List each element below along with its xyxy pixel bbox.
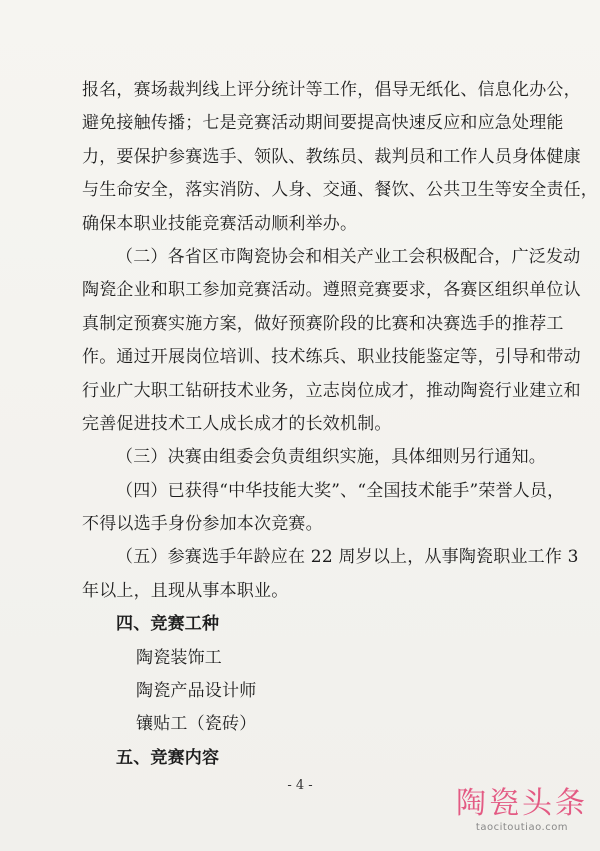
paragraph-start-line: （五）参赛选手年龄应在 22 周岁以上，从事陶瓷职业工作 3 (116, 547, 579, 568)
body-text-line: 不得以选手身份参加本次竞赛。 (82, 514, 323, 535)
watermark-url: taocitoutiao.com (475, 822, 569, 833)
competition-type-item: 陶瓷产品设计师 (136, 681, 257, 702)
competition-type-item: 镶贴工（瓷砖） (136, 714, 257, 735)
body-text-line: 避免接触传播；七是竞赛活动期间要提高快速反应和应急处理能 (82, 113, 564, 134)
section-heading: 四、竞赛工种 (116, 614, 220, 635)
body-text-line: 作。通过开展岗位培训、技术练兵、职业技能鉴定等，引导和带动 (82, 347, 581, 368)
watermark-title: 陶瓷头条 (456, 786, 588, 821)
section-heading: 五、竞赛内容 (116, 747, 220, 768)
paragraph-start-line: （二）各省区市陶瓷协会和相关产业工会积极配合，广泛发动 (116, 246, 581, 267)
body-text-line: 确保本职业技能竞赛活动顺利举办。 (82, 213, 358, 234)
body-text-line: 力，要保护参赛选手、领队、教练员、裁判员和工作人员身体健康 (82, 146, 581, 167)
paragraph-start-line: （三）决赛由组委会负责组织实施，具体细则另行通知。 (116, 447, 546, 468)
body-text-line: 行业广大职工钻研技术业务，立志岗位成才，推动陶瓷行业建立和 (82, 380, 581, 401)
watermark-logo (456, 778, 588, 833)
competition-type-item: 陶瓷装饰工 (136, 647, 222, 668)
body-text-line: 完善促进技术工人成长成才的长效机制。 (82, 413, 392, 434)
body-text-line: 年以上，且现从事本职业。 (82, 580, 289, 601)
body-text-line: 报名，赛场裁判线上评分统计等工作，倡导无纸化、信息化办公， (82, 80, 581, 100)
body-text-line: 真制定预赛实施方案，做好预赛阶段的比赛和决赛选手的推荐工 (82, 313, 564, 334)
body-text-line: 与生命安全，落实消防、人身、交通、餐饮、公共卫生等安全责任， (82, 180, 598, 201)
document-body (82, 74, 598, 775)
body-text-line: 陶瓷企业和职工参加竞赛活动。遵照竞赛要求，各赛区组织单位认 (82, 280, 581, 301)
page-number: - 4 - (287, 778, 313, 793)
paragraph-start-line: （四）已获得“中华技能大奖”、“全国技术能手”荣誉人员， (116, 480, 565, 501)
